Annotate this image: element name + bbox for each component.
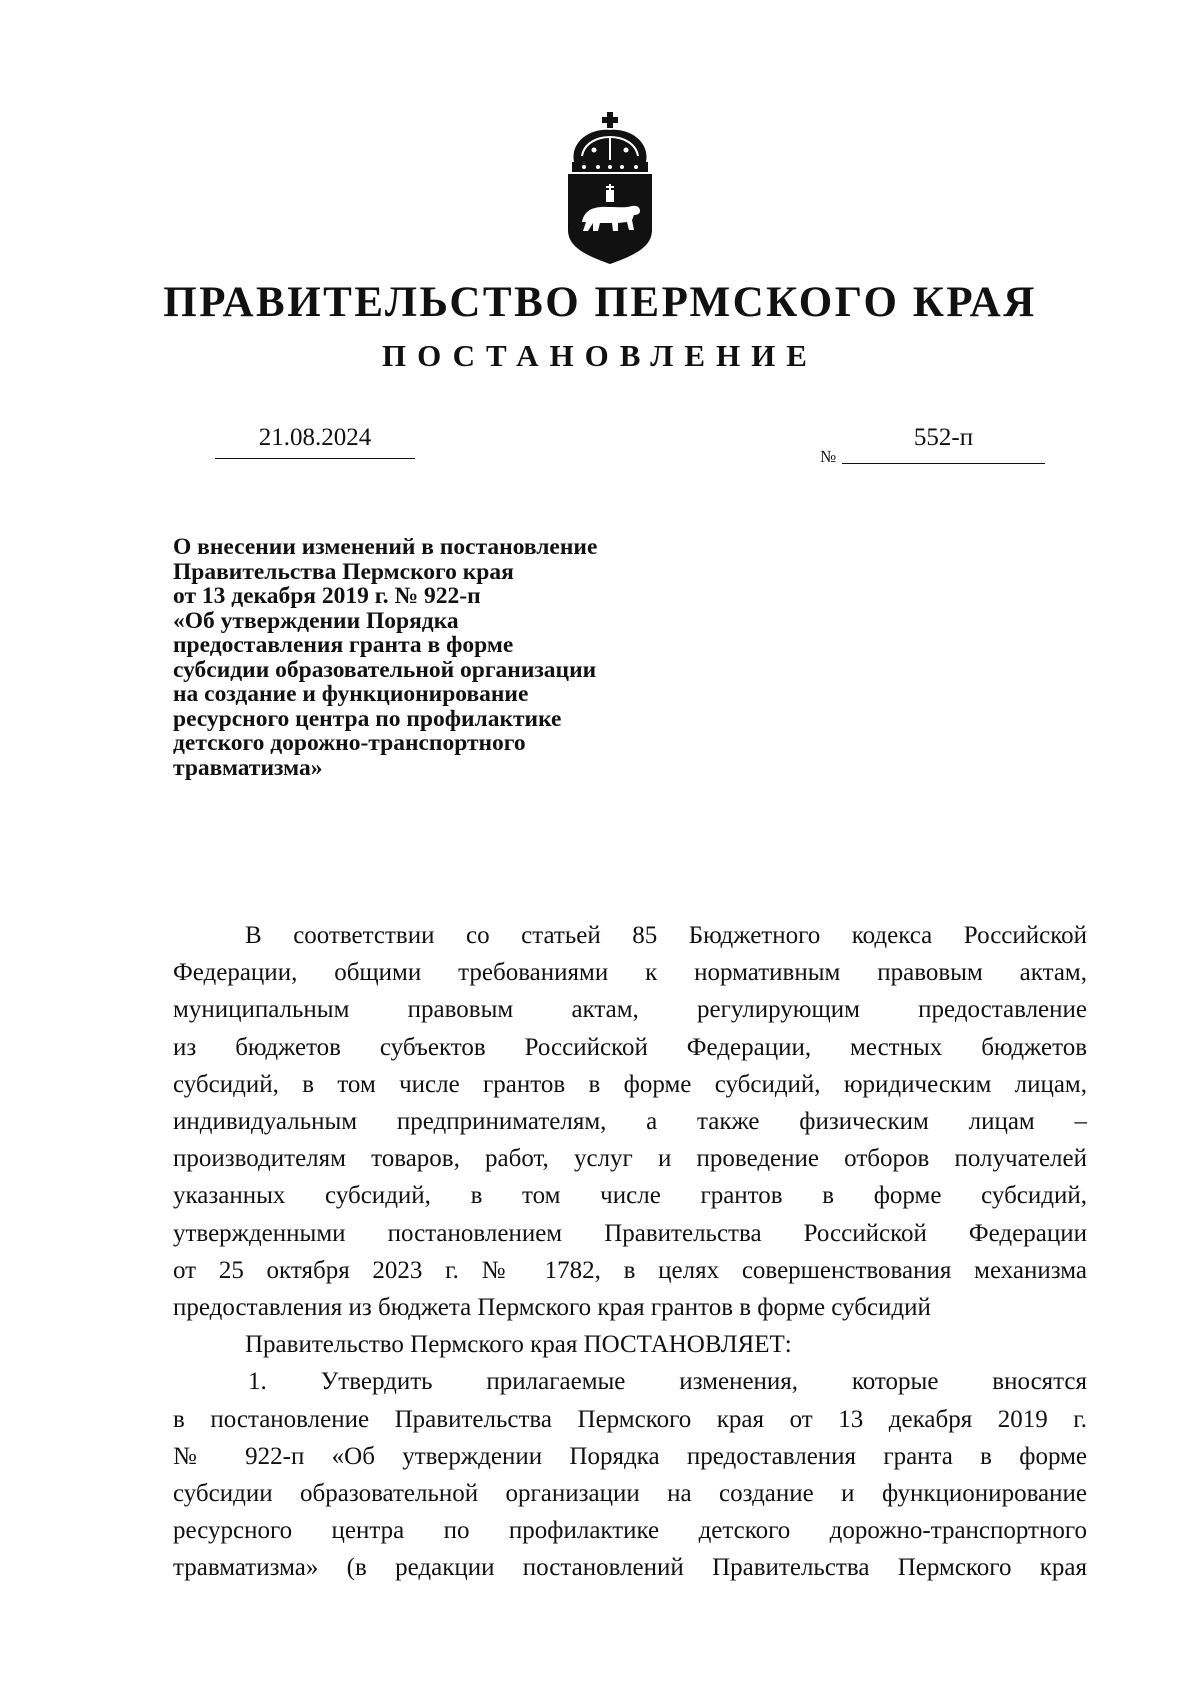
item1-line: ресурсного центра по профилактике детского дорожно-транспортного xyxy=(173,1517,1087,1545)
document-body xyxy=(173,917,1087,1587)
preamble-line: утвержденными постановлением Правительства Российской Федерации xyxy=(173,1219,1087,1247)
document-subject xyxy=(173,535,713,780)
preamble-line: В соответствии со статьей 85 Бюджетного кодекса Российской xyxy=(245,922,1087,949)
item1-line: субсидии образовательной организации на создание и функционирование xyxy=(173,1480,1087,1508)
subject-line: предоставления гранта в форме xyxy=(173,632,514,658)
organization-title: ПРАВИТЕЛЬСТВО ПЕРМСКОГО КРАЯ xyxy=(163,279,1037,326)
document-type-heading: ПОСТАНОВЛЕНИЕ xyxy=(382,338,818,373)
preamble-line: Федерации, общими требованиями к нормативным правовым актам, xyxy=(173,959,1087,987)
number-sign: № xyxy=(820,447,837,466)
document-number: 552-п xyxy=(913,424,974,451)
subject-line: травматизма» xyxy=(173,754,323,781)
subject-line: детского дорожно-транспортного xyxy=(173,730,526,756)
preamble-line: субсидий, в том числе грантов в форме субсидий, юридическим лицам, xyxy=(173,1070,1087,1098)
subject-line: Правительства Пермского края xyxy=(173,558,514,585)
subject-line: ресурсного центра по профилактике xyxy=(173,705,562,732)
subject-line: на создание и функционирование xyxy=(173,681,529,707)
document-date-field xyxy=(215,424,415,459)
item1-line: в постановление Правительства Пермского края от 13 декабря 2019 г. xyxy=(173,1405,1087,1433)
preamble-line: производителям товаров, работ, услуг и проведение отборов получателей xyxy=(173,1145,1087,1173)
preamble-line: предоставления из бюджета Пермского края грантов в форме субсидий xyxy=(173,1294,931,1322)
document-number-field xyxy=(820,424,1045,469)
preamble-line: индивидуальным предпринимателям, а также физическим лицам – xyxy=(173,1108,1087,1136)
document-date: 21.08.2024 xyxy=(258,424,372,451)
preamble-line: от 25 октября 2023 г. № 1782, в целях совершенствования механизма xyxy=(173,1256,1087,1284)
subject-line: от 13 декабря 2019 г. № 922-п xyxy=(173,583,481,609)
coat-of-arms-emblem xyxy=(560,110,660,265)
preamble-line: из бюджетов субъектов Российской Федерации, местных бюджетов xyxy=(173,1033,1087,1061)
subject-line: субсидии образовательной организации xyxy=(173,656,597,683)
preamble-line: указанных субсидий, в том числе грантов в форме субсидий, xyxy=(173,1182,1087,1210)
number-underline xyxy=(842,463,1045,464)
item1-line: 1. Утвердить прилагаемые изменения, которые вносятся xyxy=(248,1368,1087,1396)
item1-line: травматизма» (в редакции постановлений Правительства Пермского края xyxy=(173,1554,1087,1582)
subject-line: «Об утверждении Порядка xyxy=(173,607,459,634)
subject-line: О внесении изменений в постановление xyxy=(173,534,598,560)
item1-line: № 922-п «Об утверждении Порядка предоставления гранта в форме xyxy=(173,1442,1087,1470)
preamble-line: муниципальным правовым актам, регулирующим предоставление xyxy=(173,996,1087,1024)
resolves-line: Правительство Пермского края ПОСТАНОВЛЯЕТ: xyxy=(245,1331,792,1359)
date-underline xyxy=(215,458,415,459)
